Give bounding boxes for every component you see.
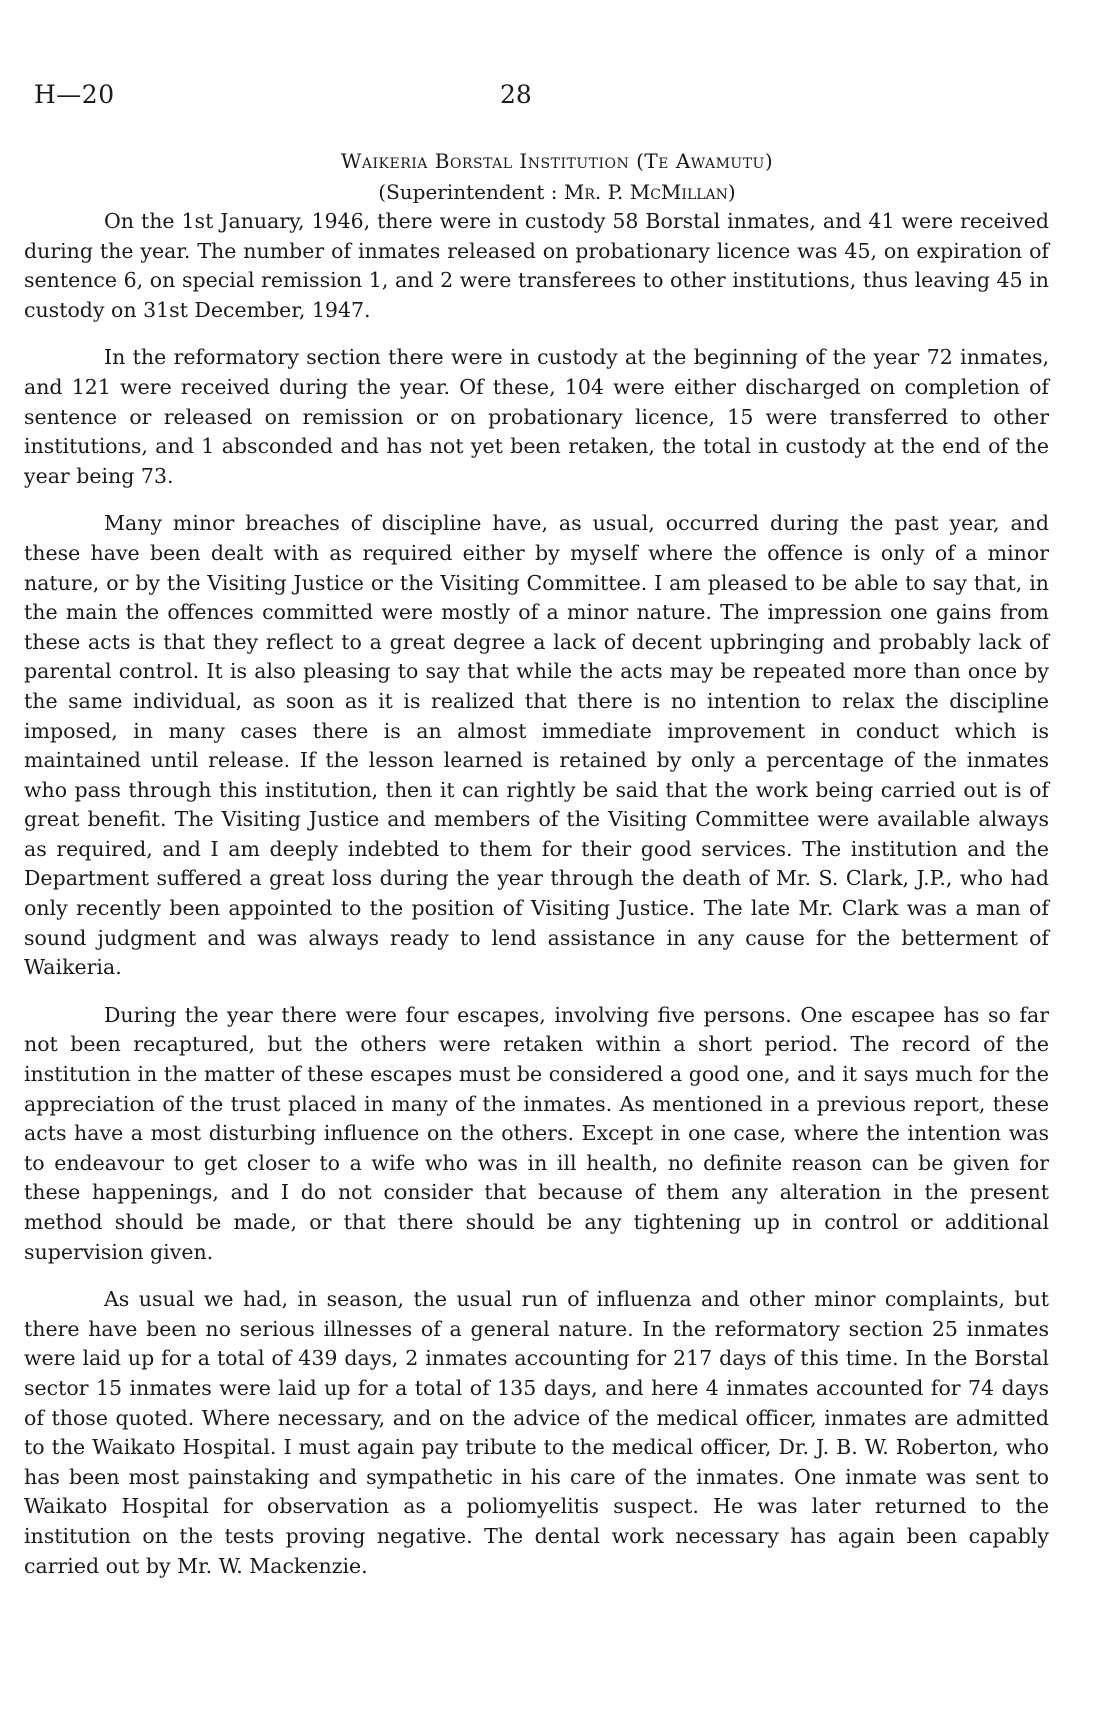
paragraph-borstal-custody: On the 1st January, 1946, there were in custody 58 Borstal inmates, and 41 were received during the year. The number of inmates released on probationary licence was 45, on expiration of sentence 6, on special remission 1, and 2 were transferees to other institutions, thus leaving 45 in custody on 31st December, 1947. xyxy=(24,209,1049,322)
paragraph-discipline: Many minor breaches of discipline have, as usual, occurred during the past year, and these have been dealt with as required either by myself where the offence is only of a minor nature, or by the Visiting Justice or the Visiting Committee. I am pleased to be able to say that, in the main the offences committed were mostly of a minor nature. The impression one gains from these acts is that they reflect to a great degree a lack of decent upbringing and probably lack of parental control. It is also pleasing to say that while the acts may be repeated more than once by the same individual, as soon as it is realized that there is no intention to relax the discipline imposed, in many cases there is an almost immediate improvement in conduct which is maintained until release. If the lesson learned is retained by only a percentage of the inmates who pass through this institution, then it can rightly be said that the work being carried out is of great benefit. The Visiting Justice and members of the Visiting Committee were available always as required, and I am deeply indebted to them for their good services. The institution and the Department suffered a great loss during the year through the death of Mr. S. Clark, J.P., who had only recently been appointed to the position of Visiting Justice. The late Mr. Clark was a man of sound judgment and was always ready to lend assistance in any cause for the betterment of Waikeria. xyxy=(24,511,1049,980)
paragraph-escapes: During the year there were four escapes, involving five persons. One escapee has so far not been recaptured, but the others were retaken within a short period. The record of the institution in the matter of these escapes must be considered a good one, and it says much for the appreciation of the trust placed in many of the inmates. As mentioned in a previous report, these acts have a most disturbing influence on the others. Except in one case, where the intention was to endeavour to get closer to a wife who was in ill health, no definite reason can be given for these happenings, and I do not consider that because of them any alteration in the present method should be made, or that there should be any tightening up in control or additional supervision given. xyxy=(24,1002,1049,1264)
paragraph-health: As usual we had, in season, the usual run of influenza and other minor complaints, but there have been no serious illnesses of a general nature. In the reformatory section 25 inmates were laid up for a total of 439 days, 2 inmates accounting for 217 days of this time. In the Borstal sector 15 inmates were laid up for a total of 135 days, and here 4 inmates accounted for 74 days of those quoted. Where necessary, and on the advice of the medical officer, inmates are admitted to the Waikato Hospital. I must again pay tribute to the medical officer, Dr. J. B. W. Roberton, who has been most painstaking and sympathetic in his care of the inmates. One inmate was sent to Waikato Hospital for observation as a poliomyelitis suspect. He was later returned to the institution on the tests proving negative. The dental work necessary has again been capably carried out by Mr. W. Mackenzie. xyxy=(24,1287,1049,1578)
subtitle-suffix: ) xyxy=(727,180,736,204)
section-title: Waikeria Borstal Institution (Te Awamutu) xyxy=(340,149,774,173)
page-reference: H—20 xyxy=(34,80,115,109)
paragraph-reformatory-section: In the reformatory section there were in custody at the beginning of the year 72 inmates, and 121 were received during the year. Of these, 104 were either discharged on completion of sentence or released on remission or on probationary licence, 15 were transferred to other institutions, and 1 absconded and has not yet been retaken, the total in custody at the end of the year being 73. xyxy=(24,345,1049,488)
report-body xyxy=(24,207,1049,1599)
page-number: 28 xyxy=(500,80,532,109)
superintendent-name: Mr. P. McMillan xyxy=(563,180,728,204)
section-subtitle xyxy=(0,179,1114,205)
subtitle-prefix: (Superintendent : xyxy=(378,180,564,204)
